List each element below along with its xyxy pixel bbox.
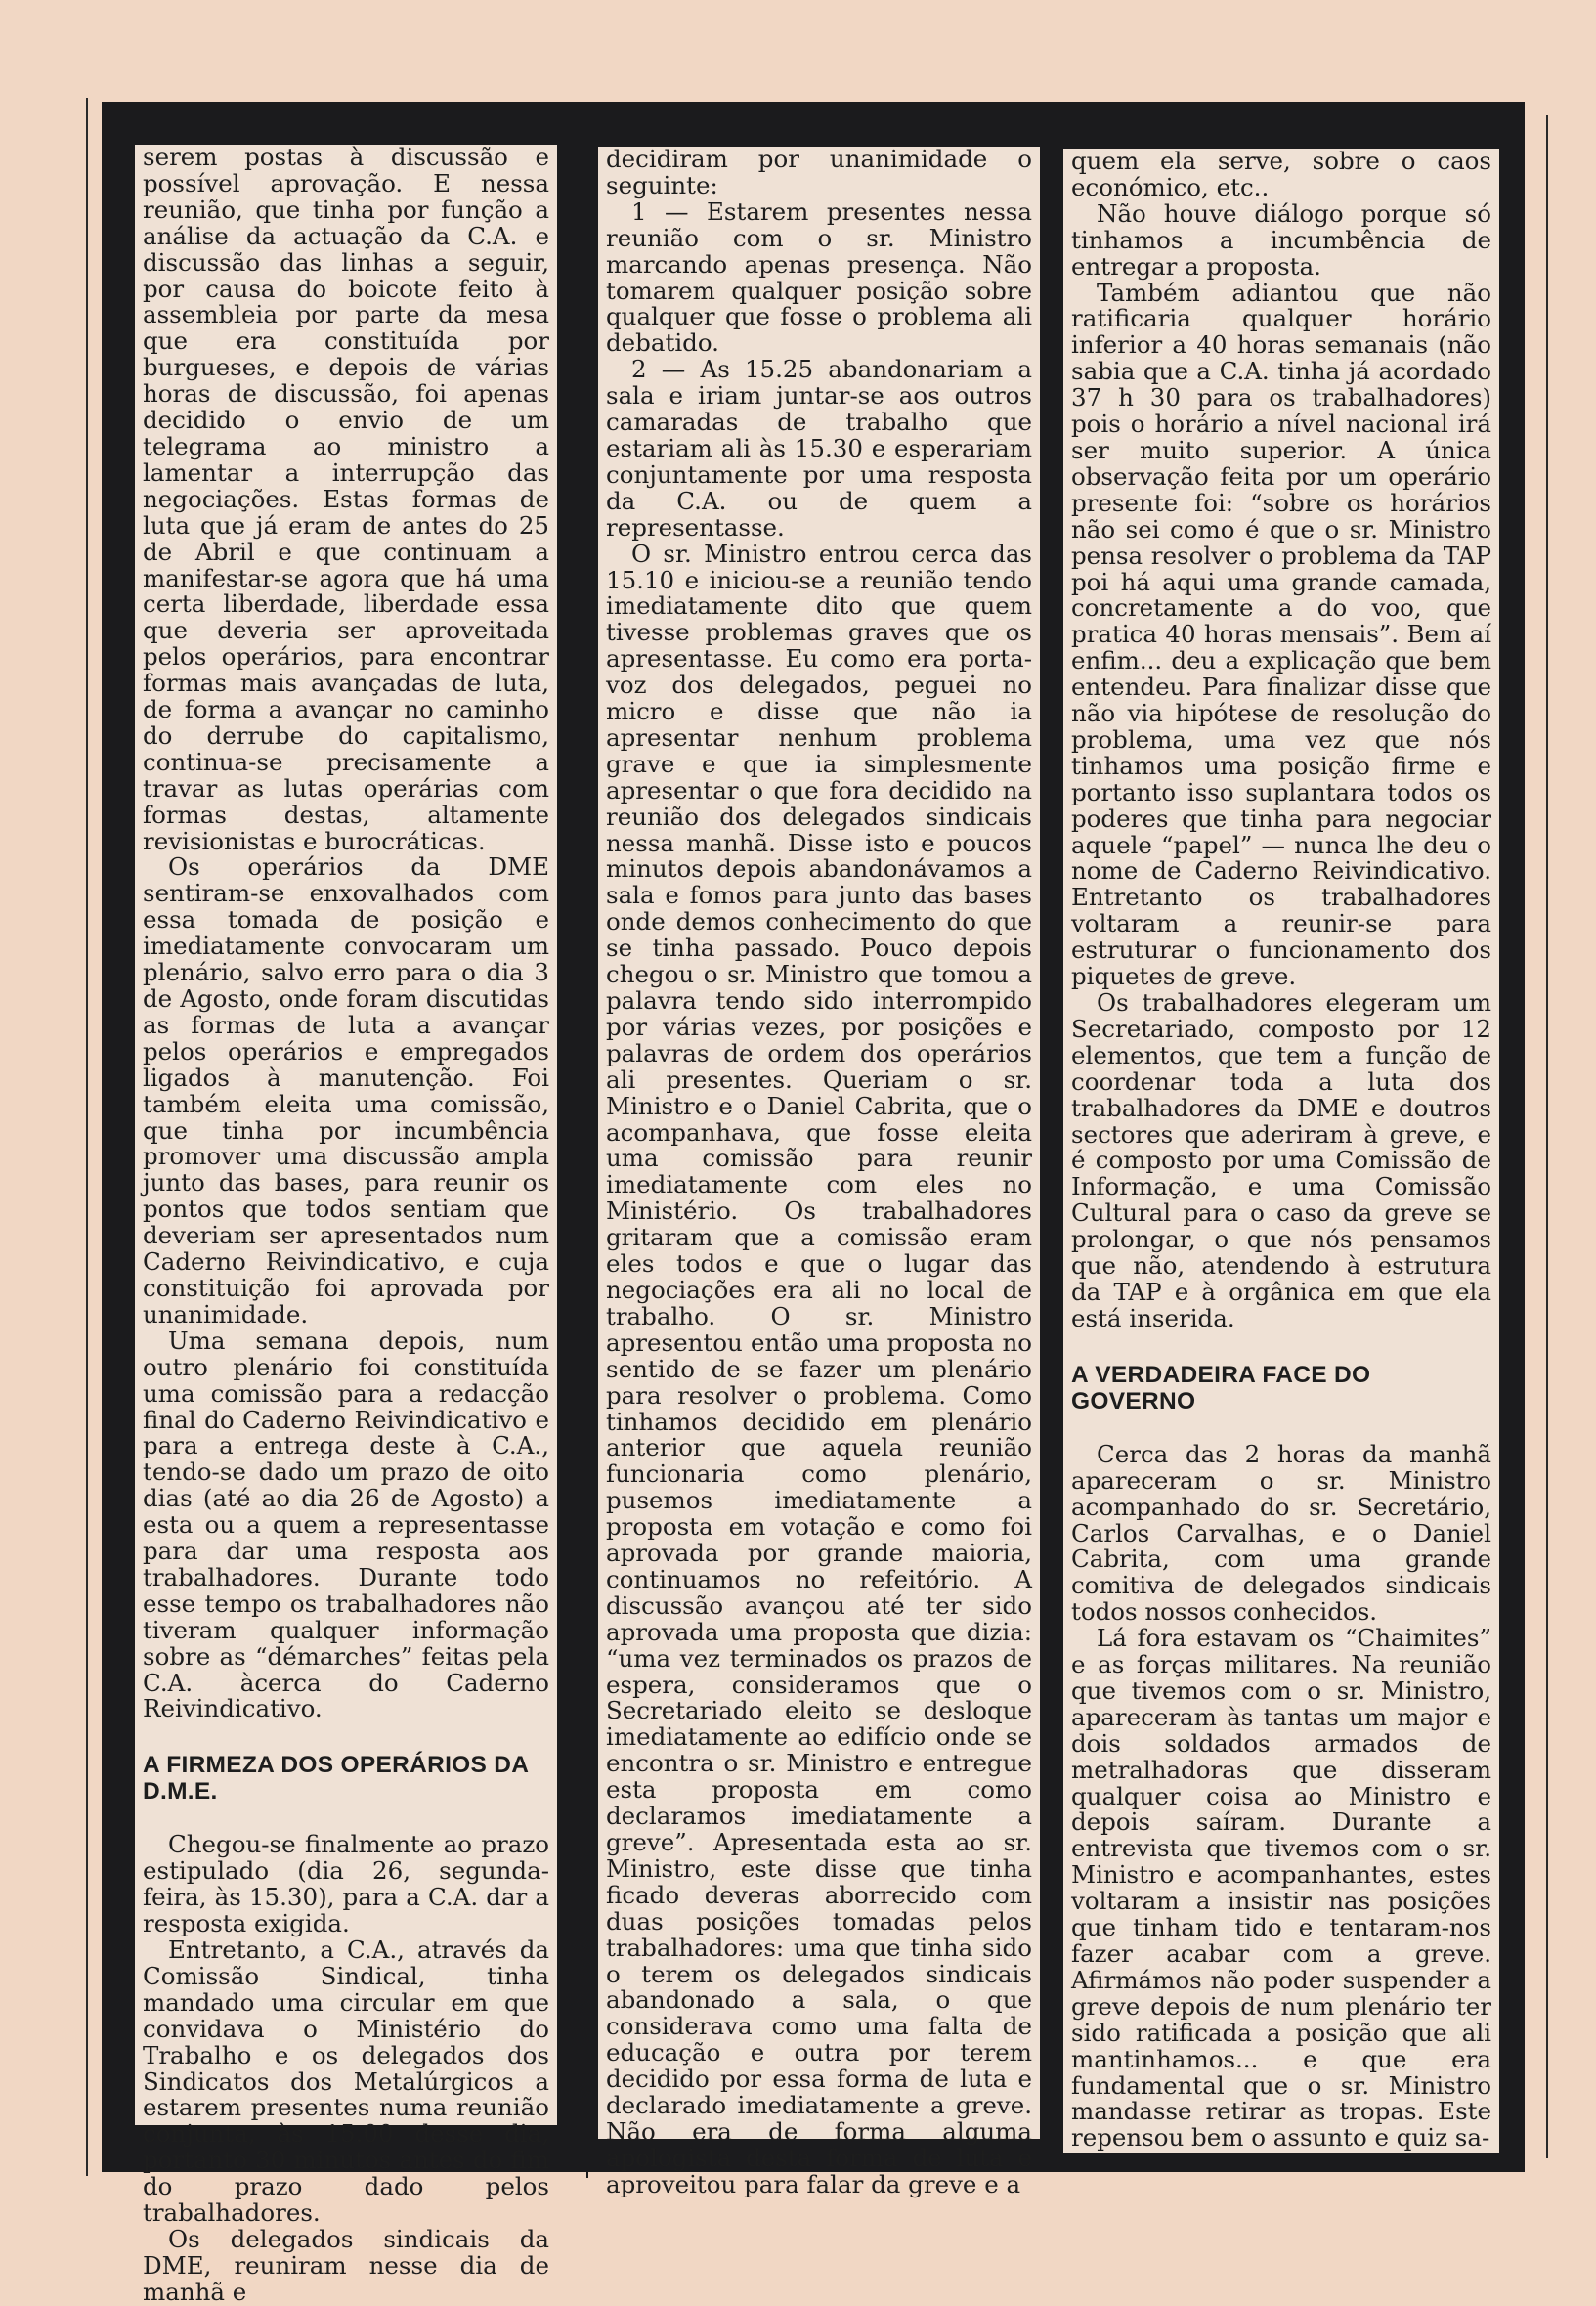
print-mark — [586, 2166, 588, 2178]
section-heading: A VERDADEIRA FACE DO GOVERNO — [1071, 1361, 1371, 1414]
paragraph: Também adiantou que não ratificaria qualquer horário inferior a 40 horas semanais (não sabia que a C.A. tinha já acordado 37 h 30 para os trabalhadores) pois o horário a nível nacional irá ser muito superior. A única observação feita por um operário presente foi: “sobre os horários não sei como é que o sr. Ministro pensa resolver o problema da TAP poi há aqui uma grande camada, concretamente a do voo, que pratica 40 horas mensais”. Bem aí enfim... deu a explicação que bem entendeu. Para finalizar disse que não via hipótese de resolução do problema, uma vez que nós tinhamos uma posição firme e portanto isso suplantara todos os poderes que tinha para negociar aquele “papel” — nunca lhe deu o nome de Caderno Reivindicativo. Entretanto os trabalhadores voltaram a reunir-se para estruturar o funcionamento dos piquetes de greve. — [1071, 278, 1491, 991]
paragraph: 1 — Estarem presentes nessa reunião com o sr. Ministro marcando apenas presença. Não tomarem qualquer posição sobre qualquer que fosse o problema ali debatido. — [606, 196, 1032, 358]
paragraph: 2 — As 15.25 abandonariam a sala e iriam juntar-se aos outros camaradas de trabalho que estariam ali às 15.30 e esperariam conjuntamente por uma resposta da C.A. ou de quem a representasse. — [606, 355, 1032, 542]
paragraph: quem ela serve, sobre o caos económico, etc.. — [1071, 147, 1491, 201]
column-3 — [1063, 149, 1499, 2153]
section-heading: A FIRMEZA DOS OPERÁRIOS DA D.M.E. — [143, 1752, 529, 1806]
paragraph: Lá fora estavam os “Chaimites” e as forças militares. Na reunião que tivemos com o sr. Ministro, apareceram às tantas um major e dois soldados armados de metralhadoras que disseram qualquer coisa ao Ministro e depois saíram. Durante a entrevista que tivemos com o sr. Ministro e acompanhantes, estes voltaram a insistir nas posições que tinham tido e tentaram-nos fazer acabar com a greve. Afirmámos não poder suspender a greve depois de num plenário ter sido ratificada a posição que ali mantinhamos... e que era fundamental que o sr. Ministro mandasse retirar as tropas. Este repensou bem o assunto e quiz sa- — [1071, 1624, 1491, 2153]
column-2 — [598, 145, 1040, 2198]
paragraph: Os trabalhadores elegeram um Secretariado, composto por 12 elementos, que tem a função de coordenar toda a luta dos trabalhadores da DME e doutros sectores que aderiram à greve, e é composto por uma Comissão de Informação, e uma Comissão Cultural para o caso da greve se prolongar, o que nós pensamos que não, atendendo à estrutura da TAP e à orgânica em que ela está inserida. — [1071, 988, 1491, 1332]
column-1 — [135, 143, 557, 2306]
paragraph: Chegou-se finalmente ao prazo estipulado (dia 26, segunda-feira, às 15.30), para a C.A. dar a resposta exigida. — [143, 1830, 549, 1938]
paragraph: decidiram por unanimidade o seguinte: — [606, 145, 1032, 199]
page-edge-right — [1546, 115, 1548, 2158]
paragraph: Não houve diálogo porque só tinhamos a incumbência de entregar a proposta. — [1071, 198, 1491, 281]
paragraph: Uma semana depois, num outro plenário foi constituída uma comissão para a redacção final do Caderno Reivindicativo e para a entrega deste à C.A., tendo-se dado um prazo de oito dias (até ao dia 26 de Agosto) a esta ou a quem a representasse para dar uma resposta aos trabalhadores. Durante todo esse tempo os trabalhadores não tiveram qualquer informação sobre as “démarches” feitas pela C.A. àcerca do Caderno Reivindicativo. — [143, 1326, 549, 1723]
paragraph: Entretanto, a C.A., através da Comissão Sindical, tinha mandado uma circular em que convidava o Ministério do Trabalho e os delegados dos Sindicatos dos Metalúrgicos a estarem presentes numa reunião conjunta, às 15.00 desse dia, portanto 30 minutos antes do fim do prazo dado pelos trabalhadores. — [143, 1936, 549, 2228]
paragraph: serem postas à discussão e possível aprovação. E nessa reunião, que tinha por função a análise da actuação da C.A. e discussão das linhas a seguir, por causa do boicote feito à assembleia por parte da mesa que era constituída por burgueses, e depois de várias horas de discussão, foi apenas decidido o envio de um telegrama ao ministro a lamentar a interrupção das negociações. Estas formas de luta que já eram de antes do 25 de Abril e que continuam a manifestar-se agora que há uma certa liberdade, liberdade essa que deveria ser aproveitada pelos operários, para encontrar formas mais avançadas de luta, de forma a avançar no caminho do derrube do capitalismo, continua-se precisamente a travar as lutas operárias com formas destas, altamente revisionistas e burocráticas. — [143, 143, 549, 855]
page-edge-left — [86, 98, 88, 2176]
paragraph: Os delegados sindicais da DME, reuniram nesse dia de manhã e — [143, 2224, 549, 2306]
paragraph: Cerca das 2 horas da manhã apareceram o sr. Ministro acompanhado do sr. Secretário, Carlos Carvalhas, e o Daniel Cabrita, com uma grande comitiva de delegados sindicais todos nossos conhecidos. — [1071, 1439, 1491, 1627]
paragraph: Os operários da DME sentiram-se enxovalhados com essa tomada de posição e imediatamente convocaram um plenário, salvo erro para o dia 3 de Agosto, onde foram discutidas as formas de luta a avançar pelos operários e empregados ligados à manutenção. Foi também eleita uma comissão, que tinha por incumbência promover uma discussão ampla junto das bases, para reunir os pontos que todos sentiam que deveriam ser apresentados num Caderno Reivindicativo, e cuja constituição foi aprovada por unanimidade. — [143, 852, 549, 1328]
paragraph: O sr. Ministro entrou cerca das 15.10 e iniciou-se a reunião tendo imediatamente dito que quem tivesse problemas graves que os apresentasse. Eu como era porta-voz dos delegados, peguei no micro e disse que não ia apresentar nenhum problema grave e que ia simplesmente apresentar o que fora decidido na reunião dos delegados sindicais nessa manhã. Disse isto e poucos minutos depois abandonávamos a sala e fomos para junto das bases onde demos conhecimento do que se tinha passado. Pouco depois chegou o sr. Ministro que tomou a palavra tendo sido interrompido por várias vezes, por posições e palavras de ordem dos operários ali presentes. Queriam o sr. Ministro e o Daniel Cabrita, que o acompanhava, que fosse eleita uma comissão para reunir imediatamente com eles no Ministério. Os trabalhadores gritaram que a comissão eram eles todos e que o lugar das negociações era ali no local de trabalho. O sr. Ministro apresentou então uma proposta no sentido de se fazer um plenário para resolver o problema. Como tinhamos decidido em plenário anterior que aquela reunião funcionaria como plenário, pusemos imediatamente a proposta em votação e como foi aprovada por grande maioria, continuamos no refeitório. A discussão avançou até ter sido aprovada uma proposta que dizia: “uma vez terminados os prazos de espera, consideramos que o Secretariado eleito se desloque imediatamente ao edifício onde se encontra o sr. Ministro e entregue esta proposta em como declaramos imediatamente a greve”. Apresentada esta ao sr. Ministro, este disse que tinha ficado deveras aborrecido com duas posições tomadas pelos trabalhadores: uma que tinha sido o terem os delegados sindicais abandonado a sala, o que considerava como uma falta de educação e outra por terem decidido por essa forma de luta e declarado imediatamente a greve. Não era de forma alguma apologista desta forma de luta e aproveitou para falar da greve e a — [606, 539, 1032, 2198]
